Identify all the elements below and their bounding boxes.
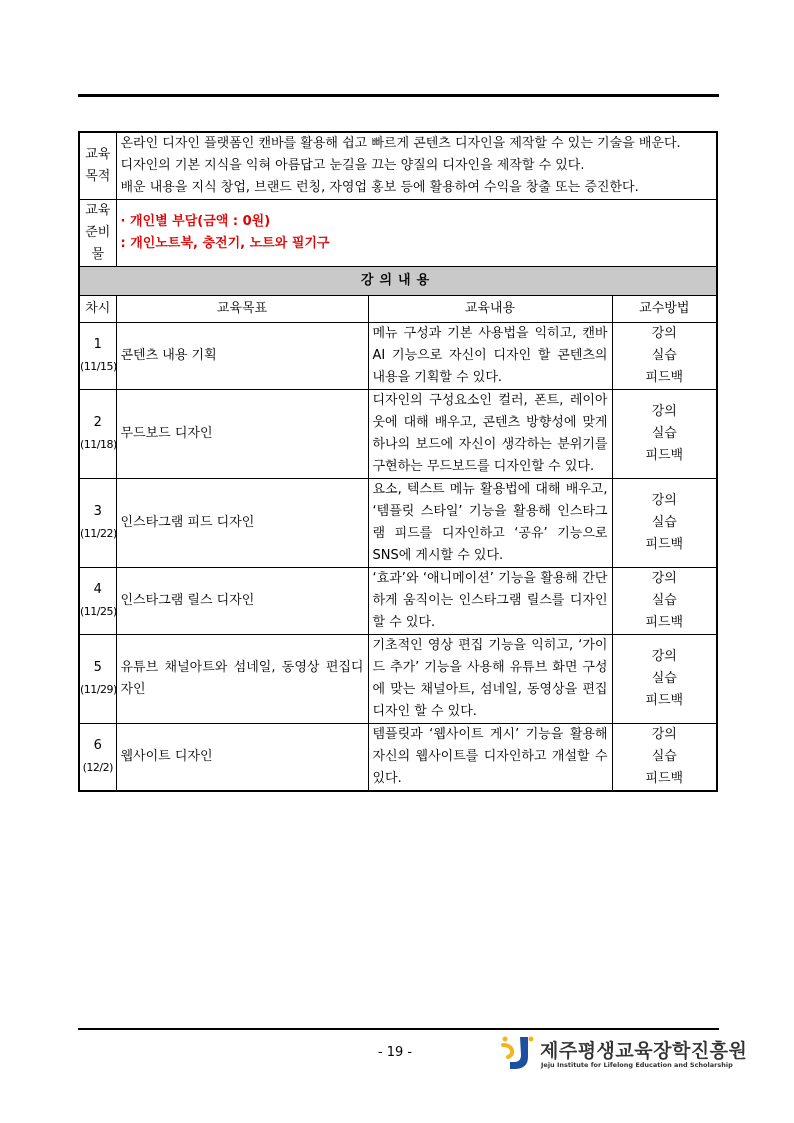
col-head-method: 교수방법: [612, 296, 717, 323]
session-content: 메뉴 구성과 기본 사용법을 익히고, 캔바 AI 기능으로 자신이 디자인 할 콘텐츠의 내용을 기획할 수 있다.: [368, 323, 612, 390]
materials-cost: · 개인별 부담(금액 : 0원): [120, 214, 271, 229]
materials-label-line-2: 준비물: [85, 225, 111, 262]
purpose-line-2: 디자인의 기본 지식을 익혀 아름답고 눈길을 끄는 양질의 디자인을 제작할 수 있다.: [120, 158, 585, 173]
session-content: 디자인의 구성요소인 컬러, 폰트, 레이아웃에 대해 배우고, 콘텐츠 방향성에 맞게 하나의 보드에 자신이 생각하는 분위기를 구현하는 무드보드를 디자인할 수 있다.: [368, 390, 612, 479]
session-row: [79, 724, 717, 792]
materials-row: [79, 200, 717, 267]
footer-rule: [78, 1028, 719, 1030]
session-number: 1: [93, 337, 102, 352]
page-number: - 19 -: [377, 1045, 413, 1060]
purpose-label: 교육목적: [79, 132, 116, 200]
materials-label: [79, 200, 116, 267]
course-table: [78, 131, 718, 792]
col-head-session: 차시: [79, 296, 116, 323]
session-cell: [79, 390, 116, 479]
session-cell: [79, 479, 116, 568]
header-rule: [78, 94, 719, 97]
session-method: [612, 479, 717, 568]
session-date: (11/25): [80, 605, 117, 618]
method-item: 강의: [651, 727, 677, 742]
session-number: 3: [93, 504, 102, 519]
method-item: 실습: [651, 671, 677, 686]
method-item: 피드백: [645, 693, 684, 708]
session-goal: 인스타그램 피드 디자인: [116, 479, 368, 568]
materials-items: : 개인노트북, 충전기, 노트와 필기구: [120, 236, 330, 251]
session-content: ‘효과’와 ‘애니메이션’ 기능을 활용해 간단하게 움직이는 인스타그램 릴스를 디자인할 수 있다.: [368, 568, 612, 635]
session-cell: [79, 635, 116, 724]
session-content: 요소, 텍스트 메뉴 활용법에 대해 배우고, ‘템플릿 스타일’ 기능을 활용해 인스타그램 피드를 디자인하고 ‘공유’ 기능으로 SNS에 게시할 수 있다.: [368, 479, 612, 568]
session-method: [612, 568, 717, 635]
org-name: 제주평생교육장학진흥원: [540, 1040, 748, 1062]
session-row: [79, 568, 717, 635]
session-method: [612, 724, 717, 792]
session-content: 기초적인 영상 편집 기능을 익히고, ‘가이드 추가’ 기능을 사용해 유튜브 화면 구성에 맞는 채널아트, 섬네일, 동영상을 편집디자인 할 수 있다.: [368, 635, 612, 724]
column-header-row: [79, 296, 717, 323]
method-item: 강의: [651, 571, 677, 586]
org-logo-icon: [500, 1035, 534, 1071]
session-goal: 무드보드 디자인: [116, 390, 368, 479]
session-goal: 콘텐츠 내용 기획: [116, 323, 368, 390]
method-item: 실습: [651, 749, 677, 764]
session-number: 6: [93, 738, 102, 753]
purpose-line-3: 배운 내용을 지식 창업, 브랜드 런칭, 자영업 홍보 등에 활용하여 수익을 창출 또는 증진한다.: [120, 180, 639, 195]
session-date: (11/18): [80, 438, 117, 451]
method-item: 피드백: [645, 537, 684, 552]
session-row: [79, 479, 717, 568]
org-subtitle: Jeju Institute for Lifelong Education and Scholarship: [541, 1061, 733, 1069]
method-item: 피드백: [645, 771, 684, 786]
method-item: 피드백: [645, 370, 684, 385]
session-cell: [79, 323, 116, 390]
purpose-line-1: 온라인 디자인 플랫폼인 캔바를 활용해 쉽고 빠르게 콘텐츠 디자인을 제작할 수 있는 기술을 배운다.: [120, 136, 681, 151]
session-cell: [79, 724, 116, 792]
method-item: 실습: [651, 593, 677, 608]
session-row: [79, 390, 717, 479]
method-item: 강의: [651, 404, 677, 419]
session-method: [612, 390, 717, 479]
session-method: [612, 635, 717, 724]
session-date: (12/2): [82, 761, 113, 774]
method-item: 강의: [651, 493, 677, 508]
method-item: 실습: [651, 515, 677, 530]
session-number: 2: [93, 415, 102, 430]
session-goal: 인스타그램 릴스 디자인: [116, 568, 368, 635]
method-item: 실습: [651, 426, 677, 441]
session-number: 5: [93, 660, 102, 675]
section-title: 강의내용: [79, 267, 717, 296]
session-date: (11/15): [80, 360, 117, 373]
session-method: [612, 323, 717, 390]
col-head-goal: 교육목표: [116, 296, 368, 323]
materials-label-line-1: 교육: [85, 203, 111, 218]
session-date: (11/29): [80, 683, 117, 696]
materials-text: [116, 200, 717, 267]
purpose-text: [116, 132, 717, 200]
method-item: 피드백: [645, 448, 684, 463]
session-goal: 유튜브 채널아트와 섬네일, 동영상 편집디자인: [116, 635, 368, 724]
col-head-content: 교육내용: [368, 296, 612, 323]
section-header-row: [79, 267, 717, 296]
method-item: 피드백: [645, 615, 684, 630]
method-item: 실습: [651, 348, 677, 363]
session-row: [79, 635, 717, 724]
session-content: 템플릿과 ‘웹사이트 게시’ 기능을 활용해 자신의 웹사이트를 디자인하고 개설할 수 있다.: [368, 724, 612, 792]
session-date: (11/22): [80, 527, 117, 540]
session-cell: [79, 568, 116, 635]
purpose-row: [79, 132, 717, 200]
method-item: 강의: [651, 326, 677, 341]
session-number: 4: [93, 582, 102, 597]
method-item: 강의: [651, 649, 677, 664]
session-goal: 웹사이트 디자인: [116, 724, 368, 792]
session-row: [79, 323, 717, 390]
